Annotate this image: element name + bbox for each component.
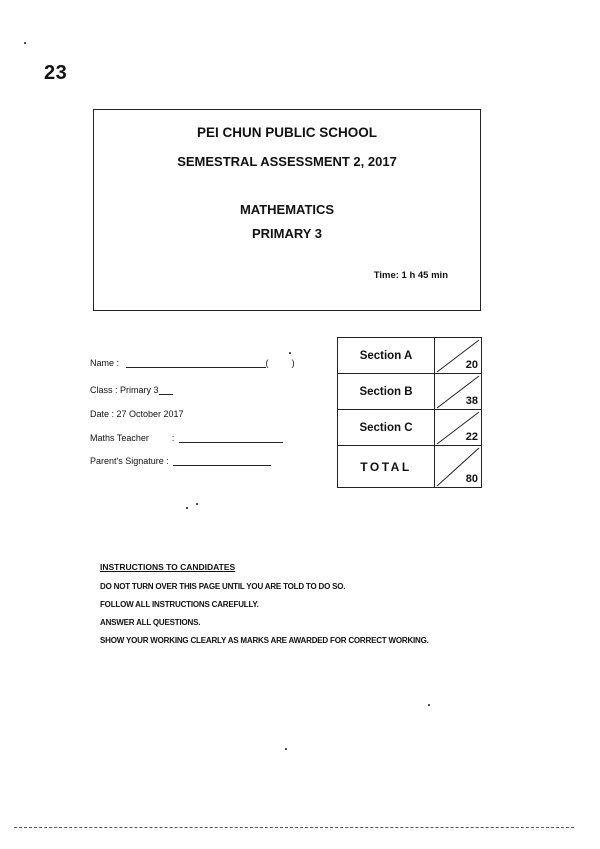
section-c-max-marks: 22 bbox=[465, 431, 478, 443]
section-c-label: Section C bbox=[338, 410, 435, 446]
instruction-item: DO NOT TURN OVER THIS PAGE UNTIL YOU ARE TOLD TO DO SO. bbox=[100, 582, 346, 591]
section-a-max-marks: 20 bbox=[465, 359, 478, 371]
total-max-marks: 80 bbox=[465, 473, 478, 485]
instruction-item: SHOW YOUR WORKING CLEARLY AS MARKS ARE AWARDED FOR CORRECT WORKING. bbox=[100, 636, 429, 645]
section-b-max-marks: 38 bbox=[465, 395, 478, 407]
scan-speck bbox=[289, 352, 291, 354]
time-allowed: Time: 1 h 45 min bbox=[373, 270, 448, 281]
exam-header-box bbox=[93, 109, 481, 311]
school-name: PEI CHUN PUBLIC SCHOOL bbox=[196, 125, 377, 140]
page-number: 23 bbox=[44, 62, 68, 84]
score-row-section-b bbox=[338, 374, 482, 410]
teacher-field bbox=[90, 433, 283, 443]
parent-signature-field bbox=[90, 456, 271, 466]
teacher-colon: : bbox=[171, 433, 175, 443]
teacher-blank bbox=[179, 433, 283, 443]
name-label: Name : bbox=[90, 358, 120, 368]
scan-speck bbox=[285, 748, 287, 750]
total-mark-cell bbox=[435, 446, 482, 488]
class-label: Class : Primary 3 bbox=[90, 385, 159, 395]
teacher-label: Maths Teacher bbox=[90, 433, 149, 443]
date-label: Date : 27 October 2017 bbox=[90, 409, 184, 419]
instructions-heading: INSTRUCTIONS TO CANDIDATES bbox=[100, 562, 236, 572]
assessment-title: SEMESTRAL ASSESSMENT 2, 2017 bbox=[177, 154, 397, 169]
name-field bbox=[90, 358, 295, 368]
index-paren-close: ) bbox=[291, 358, 295, 368]
total-label: TOTAL bbox=[338, 446, 435, 488]
section-a-mark-cell bbox=[435, 338, 482, 374]
subject-title: MATHEMATICS bbox=[239, 202, 335, 217]
score-row-section-c bbox=[338, 410, 482, 446]
instructions-block bbox=[100, 562, 429, 654]
score-row-section-a bbox=[338, 338, 482, 374]
parent-signature-label: Parent's Signature : bbox=[90, 456, 169, 466]
parent-signature-blank bbox=[173, 456, 271, 466]
index-paren-open: ( bbox=[265, 358, 269, 368]
scan-speck bbox=[196, 503, 198, 505]
section-b-label: Section B bbox=[338, 374, 435, 410]
scan-speck bbox=[24, 42, 26, 44]
name-blank bbox=[126, 358, 266, 368]
instruction-item: FOLLOW ALL INSTRUCTIONS CAREFULLY. bbox=[100, 600, 259, 609]
scan-speck bbox=[186, 507, 188, 509]
section-c-mark-cell bbox=[435, 410, 482, 446]
date-field bbox=[90, 409, 184, 419]
footer-rule bbox=[14, 827, 574, 828]
section-a-label: Section A bbox=[338, 338, 435, 374]
scan-speck bbox=[428, 704, 430, 706]
level-title: PRIMARY 3 bbox=[251, 226, 323, 241]
class-field bbox=[90, 385, 173, 395]
score-row-total bbox=[338, 446, 482, 488]
section-b-mark-cell bbox=[435, 374, 482, 410]
instruction-item: ANSWER ALL QUESTIONS. bbox=[100, 618, 201, 627]
class-blank bbox=[159, 385, 173, 395]
score-table bbox=[337, 337, 482, 488]
